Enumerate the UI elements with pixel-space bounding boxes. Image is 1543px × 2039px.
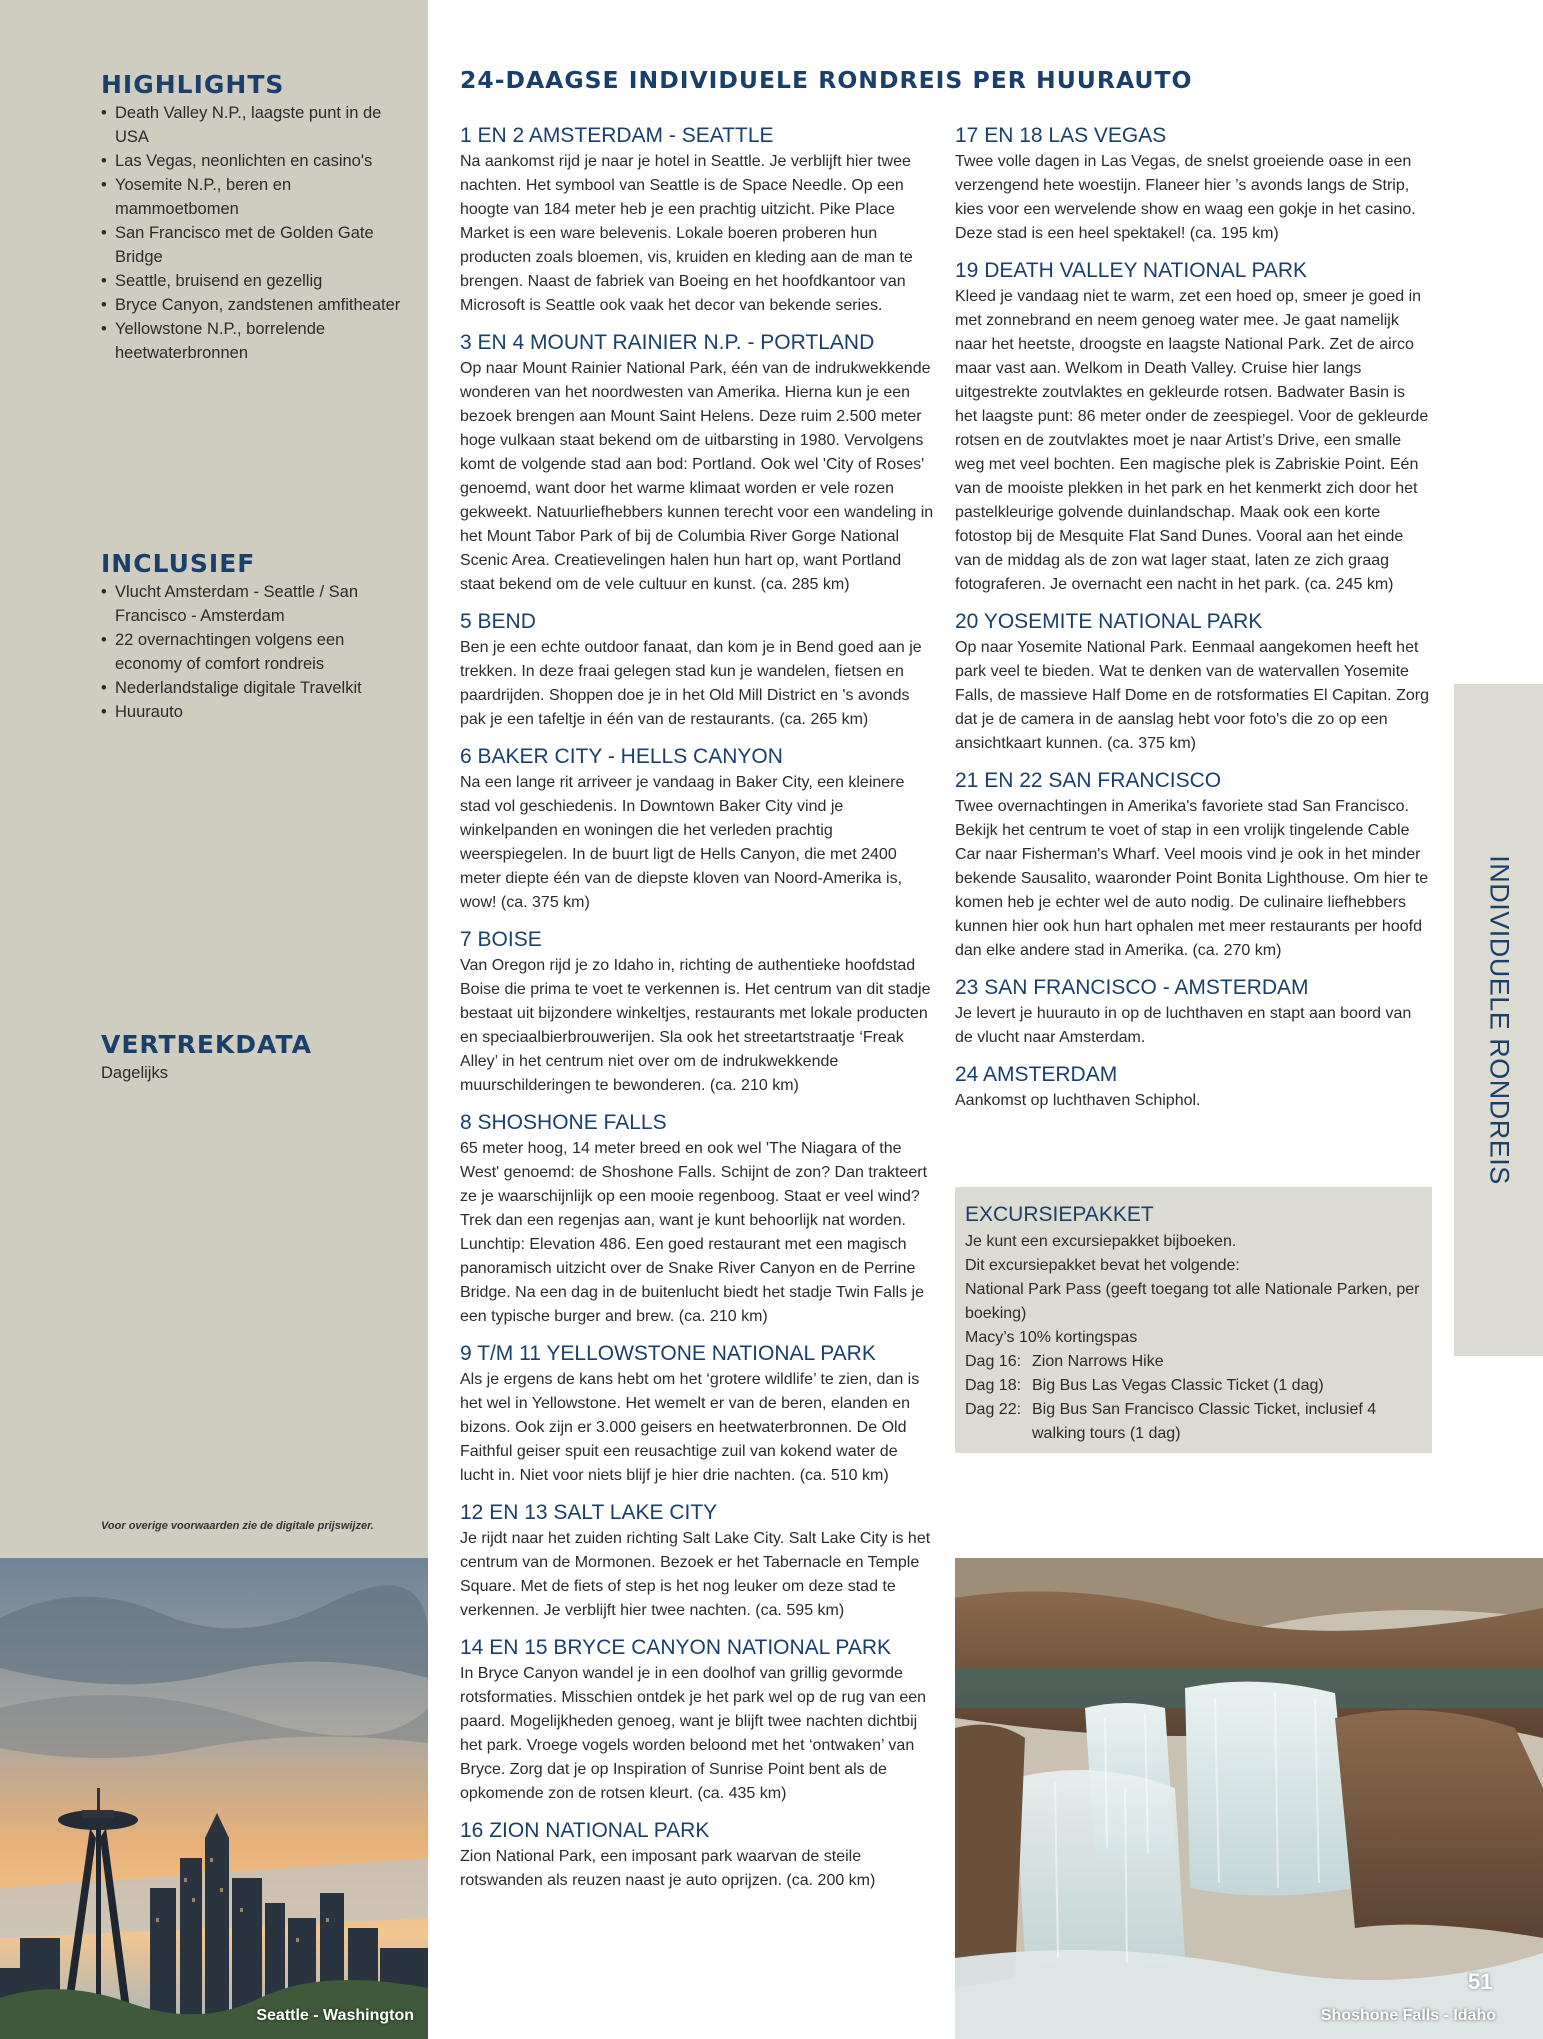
excursie-line: Macy’s 10% kortingspas xyxy=(965,1329,1138,1346)
excursie-day-label: Dag 16: xyxy=(965,1353,1022,1370)
excursie-day-label: Dag 18: xyxy=(965,1377,1022,1394)
excursie-line: Dit excursiepakket bevat het volgende: xyxy=(965,1257,1240,1274)
highlights-heading: HIGHLIGHTS xyxy=(101,70,285,99)
day-section xyxy=(460,743,935,915)
list-item: • Vlucht Amsterdam - Seattle / San Francisco - Amsterdam xyxy=(101,580,411,628)
day-title: 9 T/M 11 YELLOWSTONE NATIONAL PARK xyxy=(460,1342,876,1365)
day-section xyxy=(460,1499,935,1623)
shoshone-caption: Shoshone Falls - Idaho xyxy=(1320,2007,1496,2024)
day-section xyxy=(460,926,935,1098)
day-title: 6 BAKER CITY - HELLS CANYON xyxy=(460,745,783,768)
day-text: Na aankomst rijd je naar je hotel in Seattle. Je verblijft hier twee nachten. Het symbool van Seattle is de Space Needle. Op een hoogte van 184 meter heb je een prachtig uitzicht. Pike Place Market is een ware belevenis. Lokale boeren proberen hun producten zoals bloemen, vis, kruiden en kleding aan de man te brengen. Naast de fabriek van Boeing en het hoofdkantoor van Microsoft is Seattle ook vaak het decor van bekende series. xyxy=(460,153,913,314)
day-text: Op naar Yosemite National Park. Eenmaal aangekomen heeft het park veel te bieden. Wat te denken van de watervallen Yosemite Falls, de massieve Half Dome en de rotsformaties El Capitan. Zorg dat je de camera in de aanslag hebt voor foto's die zo op een ansichtkaart kunnen. (ca. 375 km) xyxy=(955,639,1429,752)
day-title: 3 EN 4 MOUNT RAINIER N.P. - PORTLAND xyxy=(460,331,875,354)
section-side-tab xyxy=(1454,684,1543,1356)
day-text: Van Oregon rijd je zo Idaho in, richting de authentieke hoofdstad Boise die prima te voet te verkennen is. Het centrum van dit stadje bestaat uit bijzondere winkeltjes, restaurants met lokale producten en speciaalbierbrouwerijen. Sla ook het streetartstraatje ‘Freak Alley’ in het centrum niet over om de indrukwekkende muurschilderingen te bewonderen. (ca. 210 km) xyxy=(460,957,931,1094)
day-title: 16 ZION NATIONAL PARK xyxy=(460,1819,710,1842)
excursie-day-text: Big Bus Las Vegas Classic Ticket (1 dag) xyxy=(1032,1377,1324,1394)
inclusief-heading: INCLUSIEF xyxy=(101,549,256,578)
excursie-day-row xyxy=(965,1398,1422,1446)
day-text: Kleed je vandaag niet te warm, zet een hoed op, smeer je goed in met zonnebrand en neem genoeg water mee. Je gaat namelijk naar het heetste, droogste en laagste National Park. Zet de airco maar vast aan. Welkom in Death Valley. Cruise hier langs uitgestrekte zoutvlaktes en gekleurde rotsen. Badwater Basin is het laagste punt: 86 meter onder de zeespiegel. Voor de gekleurde rotsen en de zoutvlaktes moet je naar Artist’s Drive, een smalle weg met veel bochten. Een magische plek is Zabriskie Point. Eén van de mooiste plekken in het park en het kenmerkt zich door het pastelkleurige golvende duinlandschap. Maak ook een korte fotostop bij de Mesquite Flat Sand Dunes. Vooral aan het einde van de middag als de zon wat lager staat, laten ze zich graag fotograferen. Je overnacht een nacht in het park. (ca. 245 km) xyxy=(955,288,1429,593)
day-title: 14 EN 15 BRYCE CANYON NATIONAL PARK xyxy=(460,1636,892,1659)
list-item: • Yosemite N.P., beren en mammoetbomen xyxy=(101,173,411,221)
vertrekdata-section xyxy=(101,1030,411,1085)
day-title: 12 EN 13 SALT LAKE CITY xyxy=(460,1501,718,1524)
list-item: • Yellowstone N.P., borrelende heetwaterbronnen xyxy=(101,317,411,365)
excursie-box xyxy=(955,1187,1432,1453)
excursie-day-text: Zion Narrows Hike xyxy=(1032,1353,1164,1370)
vertrekdata-text: Dagelijks xyxy=(101,1064,168,1082)
list-item: • San Francisco met de Golden Gate Bridge xyxy=(101,221,411,269)
footnote: Voor overige voorwaarden zie de digitale prijswijzer. xyxy=(101,1520,374,1532)
day-title: 23 SAN FRANCISCO - AMSTERDAM xyxy=(955,976,1309,999)
day-section xyxy=(460,1634,935,1806)
day-text: Als je ergens de kans hebt om het ‘grotere wildlife’ te zien, dan is het wel in Yellowstone. Het wemelt er van de beren, elanden en bizons. Ook zijn er 3.000 geisers en heetwaterbronnen. De Old Faithful geiser spuit een reusachtige zuil van kokend water de lucht in. Niet voor niets blijf je hier drie nachten. (ca. 510 km) xyxy=(460,1371,920,1484)
day-section xyxy=(460,122,935,318)
day-text: Zion National Park, een imposant park waarvan de steile rotswanden als reuzen naast je auto oprijzen. (ca. 200 km) xyxy=(460,1848,876,1889)
day-section xyxy=(955,767,1430,963)
list-item: • Death Valley N.P., laagste punt in de USA xyxy=(101,101,411,149)
excursie-line: National Park Pass (geeft toegang tot alle Nationale Parken, per boeking) xyxy=(965,1281,1420,1322)
shoshone-falls-photo xyxy=(955,1558,1543,2039)
excursie-day-row xyxy=(965,1374,1422,1398)
seattle-photo xyxy=(0,1558,428,2039)
day-section xyxy=(460,608,935,732)
day-title: 24 AMSTERDAM xyxy=(955,1063,1118,1086)
seattle-caption: Seattle - Washington xyxy=(256,2007,414,2024)
list-item: • Nederlandstalige digitale Travelkit xyxy=(101,676,411,700)
page-title: 24-DAAGSE INDIVIDUELE RONDREIS PER HUURAUTO xyxy=(460,66,1193,94)
vertrekdata-heading: VERTREKDATA xyxy=(101,1030,312,1059)
day-title: 7 BOISE xyxy=(460,928,542,951)
day-text: Op naar Mount Rainier National Park, één van de indrukwekkende wonderen van het noordwesten van Amerika. Hierna kun je een bezoek brengen aan Mount Saint Helens. Deze ruim 2.500 meter hoge vulkaan staat bekend om de uitbarsting in 1980. Vervolgens komt de volgende stad aan bod: Portland. Ook wel 'City of Roses' genoemd, want door het warme klimaat worden er vele rozen gekweekt. Natuurliefhebbers kunnen terecht voor een wandeling in het Mount Tabor Park of bij de Columbia River Gorge National Scenic Area. Creatievelingen halen hun hart op, want Portland staat bekend om de vele cultuur en kunst. (ca. 285 km) xyxy=(460,360,934,593)
inclusief-section xyxy=(101,549,411,724)
day-text: Twee overnachtingen in Amerika's favoriete stad San Francisco. Bekijk het centrum te voet of stap in een vrolijk tingelende Cable Car naar Fisherman's Wharf. Veel moois vind je ook in het minder bekende Sausalito, waaronder Point Bonita Lighthouse. Om hier te komen heb je echter wel de auto nodig. De culinaire liefhebbers kunnen hier ook hun hart ophalen met meer restaurants per hoofd dan elke andere stad in Amerika. (ca. 270 km) xyxy=(955,798,1429,959)
excursie-title: EXCURSIEPAKKET xyxy=(965,1203,1154,1226)
day-text: 65 meter hoog, 14 meter breed en ook wel 'The Niagara of the West' genoemd: de Shoshone Falls. Schijnt de zon? Dan trakteert ze je waarschijnlijk op een mooie regenboog. Staat er veel wind? Trek dan een regenjas aan, want je kunt behoorlijk nat worden. Lunchtip: Elevation 486. Een goed restaurant met een magisch panoramisch uitzicht over de Snake River Canyon en de Perrine Bridge. Na een dag in de buitenlucht biedt het stadje Twin Falls je een typische burger and brew. (ca. 210 km) xyxy=(460,1140,928,1325)
itinerary-column-right xyxy=(955,122,1430,1124)
sidebar-panel xyxy=(0,0,428,1558)
list-item: • 22 overnachtingen volgens een economy of comfort rondreis xyxy=(101,628,411,676)
itinerary-column-left xyxy=(460,122,935,1904)
day-text: Je rijdt naar het zuiden richting Salt Lake City. Salt Lake City is het centrum van de Mormonen. Bezoek er het Tabernacle en Temple Square. Met de fiets of step is het nog leuker om deze stad te verkennen. Je verblijft hier twee nachten. (ca. 595 km) xyxy=(460,1530,931,1619)
list-item: • Bryce Canyon, zandstenen amfitheater xyxy=(101,293,411,317)
day-text: Je levert je huurauto in op de luchthaven en stapt aan boord van de vlucht naar Amsterdam. xyxy=(955,1005,1412,1046)
day-title: 5 BEND xyxy=(460,610,536,633)
list-item: • Seattle, bruisend en gezellig xyxy=(101,269,411,293)
day-text: Twee volle dagen in Las Vegas, de snelst groeiende oase in een verzengend hete woestijn. Flaneer hier ’s avonds langs de Strip, kies voor een wervelende show en waag een gokje in het casino. Deze stad is een heel spektakel! (ca. 195 km) xyxy=(955,153,1416,242)
day-title: 21 EN 22 SAN FRANCISCO xyxy=(955,769,1222,792)
day-section xyxy=(955,974,1430,1050)
excursie-day-text: Big Bus San Francisco Classic Ticket, inclusief 4 walking tours (1 dag) xyxy=(1032,1401,1377,1442)
day-title: 1 EN 2 AMSTERDAM - SEATTLE xyxy=(460,124,774,147)
day-title: 19 DEATH VALLEY NATIONAL PARK xyxy=(955,259,1308,282)
day-text: Na een lange rit arriveer je vandaag in Baker City, een kleinere stad vol geschiedenis. In Downtown Baker City vind je winkelpanden en woningen die het verleden prachtig weerspiegelen. In de buurt ligt de Hells Canyon, die met 2400 meter diepte één van de diepste kloven van Noord-Amerika is, wow! (ca. 375 km) xyxy=(460,774,905,911)
list-item: • Huurauto xyxy=(101,700,411,724)
day-text: Ben je een echte outdoor fanaat, dan kom je in Bend goed aan je trekken. In deze fraai gelegen stad kun je wandelen, fietsen en paardrijden. Shoppen doe je in het Old Mill District en 's avonds pak je een tafeltje in één van de restaurants. (ca. 265 km) xyxy=(460,639,922,728)
day-section xyxy=(955,122,1430,246)
day-text: In Bryce Canyon wandel je in een doolhof van grillig gevormde rotsformaties. Misschien ontdek je het park wel op de rug van een paard. Mogelijkheden genoeg, want je blijft twee nachten dichtbij het park. Vroege vogels worden beloond met het ‘ontwaken’ van Bryce. Zorg dat je op Inspiration of Sunrise Point bent als de opkomende zon de rotsen kleurt. (ca. 435 km) xyxy=(460,1665,927,1802)
side-tab-label: INDIVIDUELE RONDREIS xyxy=(1484,855,1514,1185)
day-text: Aankomst op luchthaven Schiphol. xyxy=(955,1092,1201,1109)
list-item: • Las Vegas, neonlichten en casino's xyxy=(101,149,411,173)
excursie-line: Je kunt een excursiepakket bijboeken. xyxy=(965,1233,1237,1250)
day-title: 20 YOSEMITE NATIONAL PARK xyxy=(955,610,1263,633)
excursie-day-label: Dag 22: xyxy=(965,1401,1022,1418)
inclusief-list xyxy=(101,580,411,724)
day-section xyxy=(460,1817,935,1893)
highlights-section xyxy=(101,70,411,365)
day-title: 8 SHOSHONE FALLS xyxy=(460,1111,667,1134)
day-section xyxy=(460,1109,935,1329)
day-section xyxy=(460,329,935,597)
page-number: 51 xyxy=(1468,1969,1493,1994)
day-section xyxy=(955,608,1430,756)
excursie-day-row xyxy=(965,1350,1422,1374)
day-section xyxy=(460,1340,935,1488)
highlights-list xyxy=(101,101,411,365)
day-section xyxy=(955,1061,1430,1113)
day-section xyxy=(955,257,1430,597)
day-title: 17 EN 18 LAS VEGAS xyxy=(955,124,1167,147)
